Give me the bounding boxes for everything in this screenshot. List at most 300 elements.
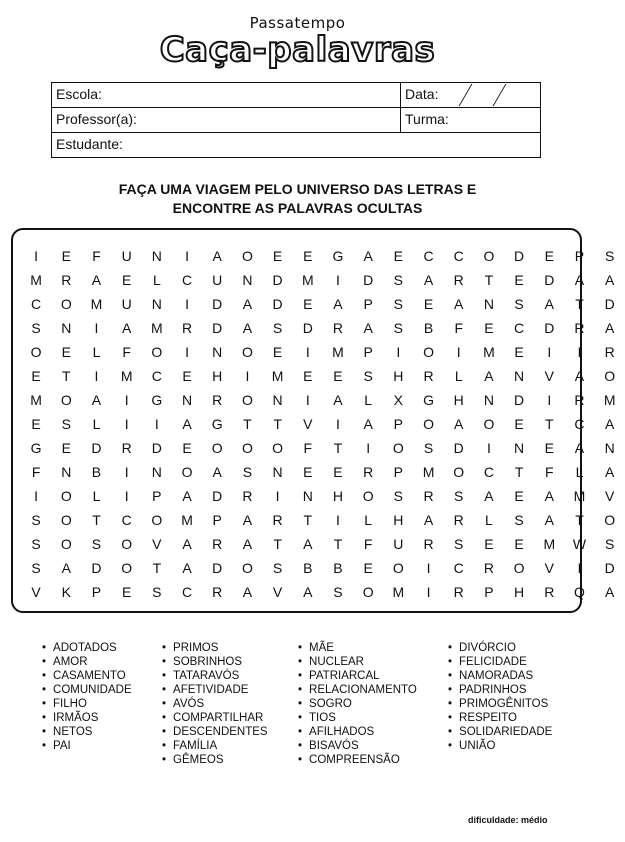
grid-letter[interactable]: B [333, 560, 343, 576]
grid-letter[interactable]: M [271, 368, 284, 384]
grid-letter[interactable]: A [604, 464, 615, 480]
grid-letter[interactable]: V [544, 560, 554, 576]
grid-letter[interactable]: P [91, 584, 102, 600]
grid-letter[interactable]: L [92, 416, 101, 432]
grid-letter[interactable]: P [393, 416, 404, 432]
grid-letter[interactable]: O [362, 584, 374, 600]
grid-letter[interactable]: M [392, 584, 405, 600]
grid-letter[interactable]: D [514, 248, 525, 264]
grid-letter[interactable]: M [301, 272, 314, 288]
grid-letter[interactable]: L [92, 488, 101, 504]
grid-letter[interactable]: D [544, 272, 555, 288]
grid-letter[interactable]: I [305, 392, 310, 408]
grid-letter[interactable]: E [484, 536, 494, 552]
grid-letter[interactable]: O [362, 488, 374, 504]
grid-letter[interactable]: S [31, 536, 41, 552]
grid-letter[interactable]: T [514, 464, 524, 480]
grid-letter[interactable]: E [484, 320, 494, 336]
grid-letter[interactable]: O [121, 536, 133, 552]
grid-letter[interactable]: O [392, 440, 404, 456]
grid-letter[interactable]: P [393, 464, 404, 480]
grid-letter[interactable]: T [484, 272, 494, 288]
grid-letter[interactable]: T [575, 296, 584, 312]
grid-letter[interactable]: E [514, 536, 524, 552]
student-field[interactable] [52, 133, 127, 157]
grid-letter[interactable]: D [212, 488, 223, 504]
grid-letter[interactable]: O [151, 344, 163, 360]
grid-letter[interactable]: E [61, 440, 71, 456]
grid-letter[interactable]: A [544, 488, 554, 504]
grid-letter[interactable]: H [453, 392, 464, 408]
grid-letter[interactable]: T [62, 368, 71, 384]
grid-letter[interactable]: E [514, 416, 524, 432]
grid-letter[interactable]: O [30, 344, 42, 360]
grid-letter[interactable]: L [152, 272, 161, 288]
grid-letter[interactable]: N [272, 392, 283, 408]
grid-letter[interactable]: C [483, 464, 494, 480]
grid-letter[interactable]: S [31, 560, 41, 576]
grid-letter[interactable]: S [423, 440, 434, 456]
grid-letter[interactable]: E [363, 560, 373, 576]
grid-letter[interactable]: A [242, 296, 253, 312]
grid-letter[interactable]: A [121, 320, 132, 336]
grid-letter[interactable]: R [332, 320, 344, 336]
grid-letter[interactable]: C [423, 248, 434, 264]
grid-letter[interactable]: R [212, 392, 223, 408]
grid-letter[interactable]: N [181, 392, 193, 408]
grid-letter[interactable]: H [332, 488, 344, 504]
grid-letter[interactable]: D [272, 296, 283, 312]
grid-letter[interactable]: D [151, 440, 162, 456]
grid-letter[interactable]: C [181, 584, 193, 600]
grid-letter[interactable]: R [544, 584, 555, 600]
grid-letter[interactable]: A [303, 536, 313, 552]
grid-letter[interactable]: E [423, 296, 434, 312]
grid-letter[interactable]: A [484, 488, 494, 504]
grid-letter[interactable]: S [393, 320, 404, 336]
grid-letter[interactable]: O [151, 512, 163, 528]
grid-letter[interactable]: S [393, 488, 404, 504]
grid-letter[interactable]: O [423, 416, 434, 432]
grid-letter[interactable]: S [393, 296, 404, 312]
grid-letter[interactable]: H [393, 368, 404, 384]
grid-letter[interactable]: U [393, 536, 404, 552]
grid-letter[interactable]: O [60, 296, 72, 312]
grid-letter[interactable]: O [60, 512, 72, 528]
grid-letter[interactable]: O [60, 392, 72, 408]
grid-letter[interactable]: O [513, 560, 525, 576]
grid-letter[interactable]: R [121, 440, 132, 456]
grid-letter[interactable]: F [363, 536, 373, 552]
grid-letter[interactable]: I [185, 248, 189, 264]
grid-letter[interactable]: O [121, 560, 133, 576]
grid-letter[interactable]: I [305, 344, 310, 360]
grid-letter[interactable]: B [91, 464, 102, 480]
grid-letter[interactable]: I [456, 344, 461, 360]
grid-letter[interactable]: N [151, 296, 162, 312]
grid-letter[interactable]: D [212, 320, 223, 336]
grid-letter[interactable]: E [61, 344, 71, 360]
grid-letter[interactable]: I [245, 368, 250, 384]
grid-letter[interactable]: R [483, 560, 494, 576]
grid-letter[interactable]: E [121, 272, 132, 288]
grid-letter[interactable]: R [453, 512, 464, 528]
grid-letter[interactable]: S [91, 536, 102, 552]
grid-letter[interactable]: A [91, 392, 102, 408]
grid-letter[interactable]: I [426, 560, 431, 576]
grid-letter[interactable]: S [242, 464, 253, 480]
grid-letter[interactable]: C [121, 512, 132, 528]
grid-letter[interactable]: R [453, 272, 464, 288]
grid-letter[interactable]: I [336, 416, 340, 432]
grid-letter[interactable]: S [454, 488, 464, 504]
grid-letter[interactable]: P [152, 488, 162, 504]
grid-letter[interactable]: A [604, 416, 615, 432]
class-field[interactable] [401, 108, 540, 132]
grid-letter[interactable]: S [152, 584, 162, 600]
grid-letter[interactable]: D [604, 296, 615, 312]
grid-letter[interactable]: D [91, 560, 102, 576]
grid-letter[interactable]: I [154, 416, 159, 432]
grid-letter[interactable]: I [34, 488, 39, 504]
grid-letter[interactable]: T [152, 560, 162, 576]
grid-letter[interactable]: R [212, 584, 223, 600]
grid-letter[interactable]: D [91, 440, 102, 456]
grid-letter[interactable]: S [272, 560, 283, 576]
grid-letter[interactable]: E [303, 248, 313, 264]
grid-letter[interactable]: F [92, 248, 101, 264]
grid-letter[interactable]: L [364, 512, 373, 528]
grid-letter[interactable]: D [604, 560, 615, 576]
grid-letter[interactable]: O [423, 344, 434, 360]
grid-letter[interactable]: O [392, 560, 404, 576]
grid-letter[interactable]: I [336, 512, 340, 528]
grid-letter[interactable]: A [423, 272, 434, 288]
grid-letter[interactable]: E [544, 248, 554, 264]
grid-letter[interactable]: H [212, 368, 223, 384]
grid-letter[interactable]: A [91, 272, 102, 288]
grid-letter[interactable]: O [453, 464, 465, 480]
grid-letter[interactable]: E [514, 272, 524, 288]
grid-letter[interactable]: W [572, 536, 587, 552]
grid-letter[interactable]: I [124, 488, 129, 504]
grid-letter[interactable]: G [211, 416, 223, 432]
grid-letter[interactable]: A [574, 440, 585, 456]
grid-letter[interactable]: R [181, 320, 193, 336]
grid-letter[interactable]: N [302, 488, 313, 504]
grid-letter[interactable]: A [544, 512, 554, 528]
grid-letter[interactable]: R [363, 464, 374, 480]
grid-letter[interactable]: O [241, 248, 253, 264]
grid-letter[interactable]: E [303, 296, 313, 312]
grid-letter[interactable]: A [363, 416, 373, 432]
grid-letter[interactable]: C [151, 368, 162, 384]
grid-letter[interactable]: E [272, 248, 283, 264]
grid-letter[interactable]: D [514, 392, 525, 408]
grid-letter[interactable]: X [393, 392, 404, 408]
grid-letter[interactable]: I [185, 344, 189, 360]
grid-letter[interactable]: A [212, 464, 222, 480]
grid-letter[interactable]: D [212, 560, 223, 576]
grid-letter[interactable]: T [273, 416, 282, 432]
grid-letter[interactable]: D [272, 272, 283, 288]
grid-letter[interactable]: A [242, 536, 253, 552]
grid-letter[interactable]: N [61, 464, 72, 480]
grid-letter[interactable]: I [124, 464, 129, 480]
grid-letter[interactable]: E [393, 248, 404, 264]
grid-letter[interactable]: I [94, 368, 99, 384]
grid-letter[interactable]: F [31, 464, 41, 480]
grid-letter[interactable]: O [60, 488, 72, 504]
grid-letter[interactable]: S [514, 296, 524, 312]
grid-letter[interactable]: I [336, 272, 340, 288]
grid-letter[interactable]: E [303, 368, 313, 384]
grid-letter[interactable]: U [121, 296, 132, 312]
grid-letter[interactable]: H [514, 584, 525, 600]
grid-letter[interactable]: E [121, 584, 132, 600]
grid-letter[interactable]: N [212, 344, 223, 360]
grid-letter[interactable]: S [604, 248, 615, 264]
grid-letter[interactable]: M [603, 392, 616, 408]
grid-letter[interactable]: I [547, 344, 552, 360]
grid-letter[interactable]: E [333, 464, 343, 480]
grid-letter[interactable]: A [454, 296, 464, 312]
grid-letter[interactable]: A [242, 320, 253, 336]
grid-letter[interactable]: O [483, 248, 495, 264]
grid-letter[interactable]: F [122, 344, 131, 360]
grid-letter[interactable]: A [242, 512, 253, 528]
grid-letter[interactable]: C [31, 296, 42, 312]
grid-letter[interactable]: A [182, 416, 192, 432]
grid-letter[interactable]: N [514, 440, 525, 456]
grid-letter[interactable]: B [423, 320, 434, 336]
grid-letter[interactable]: S [454, 536, 464, 552]
grid-letter[interactable]: S [61, 416, 71, 432]
grid-letter[interactable]: M [30, 392, 42, 408]
grid-letter[interactable]: N [483, 392, 494, 408]
grid-letter[interactable]: O [241, 344, 253, 360]
grid-letter[interactable]: A [604, 584, 615, 600]
grid-letter[interactable]: R [423, 488, 434, 504]
grid-letter[interactable]: L [454, 368, 463, 384]
grid-letter[interactable]: O [483, 416, 495, 432]
grid-letter[interactable]: M [422, 464, 435, 480]
grid-letter[interactable]: R [574, 392, 585, 408]
grid-letter[interactable]: U [121, 248, 132, 264]
grid-letter[interactable]: I [366, 440, 371, 456]
grid-letter[interactable]: F [545, 464, 554, 480]
grid-letter[interactable]: E [182, 368, 192, 384]
grid-letter[interactable]: V [152, 536, 162, 552]
grid-letter[interactable]: A [242, 584, 253, 600]
grid-letter[interactable]: I [486, 440, 491, 456]
grid-letter[interactable]: Q [574, 584, 585, 600]
grid-letter[interactable]: C [574, 416, 585, 432]
grid-letter[interactable]: E [333, 368, 343, 384]
grid-letter[interactable]: A [333, 392, 343, 408]
grid-letter[interactable]: I [34, 248, 39, 264]
grid-letter[interactable]: M [332, 344, 344, 360]
grid-letter[interactable]: A [182, 536, 192, 552]
grid-letter[interactable]: R [272, 512, 283, 528]
grid-letter[interactable]: A [182, 560, 192, 576]
grid-letter[interactable]: D [302, 320, 313, 336]
grid-letter[interactable]: G [332, 248, 344, 264]
grid-letter[interactable]: M [120, 368, 133, 384]
grid-letter[interactable]: T [575, 512, 584, 528]
grid-letter[interactable]: E [61, 248, 71, 264]
grid-letter[interactable]: D [453, 440, 464, 456]
grid-letter[interactable]: R [423, 368, 434, 384]
grid-letter[interactable]: I [94, 320, 99, 336]
grid-letter[interactable]: P [574, 248, 585, 264]
grid-letter[interactable]: D [363, 272, 374, 288]
grid-letter[interactable]: I [547, 392, 552, 408]
grid-letter[interactable]: I [426, 584, 431, 600]
grid-letter[interactable]: I [577, 344, 582, 360]
grid-letter[interactable]: M [543, 536, 556, 552]
grid-letter[interactable]: P [484, 584, 494, 600]
grid-letter[interactable]: E [182, 440, 192, 456]
grid-letter[interactable]: A [363, 320, 373, 336]
grid-letter[interactable]: A [423, 512, 434, 528]
grid-letter[interactable]: D [212, 296, 223, 312]
grid-letter[interactable]: E [514, 344, 524, 360]
grid-letter[interactable]: G [151, 392, 163, 408]
grid-letter[interactable]: T [545, 416, 554, 432]
grid-letter[interactable]: T [303, 512, 313, 528]
grid-letter[interactable]: A [303, 584, 313, 600]
grid-letter[interactable]: O [60, 536, 72, 552]
grid-letter[interactable]: A [604, 272, 615, 288]
grid-letter[interactable]: A [544, 296, 554, 312]
grid-letter[interactable]: S [31, 320, 41, 336]
grid-letter[interactable]: O [241, 392, 253, 408]
school-field[interactable] [52, 83, 401, 107]
grid-letter[interactable]: E [544, 440, 554, 456]
grid-letter[interactable]: N [483, 296, 494, 312]
grid-letter[interactable]: N [151, 248, 162, 264]
grid-letter[interactable]: A [61, 560, 71, 576]
grid-letter[interactable]: S [393, 272, 404, 288]
grid-letter[interactable]: L [92, 344, 101, 360]
grid-letter[interactable]: I [396, 344, 401, 360]
grid-letter[interactable]: T [333, 536, 343, 552]
grid-letter[interactable]: K [61, 584, 71, 600]
grid-letter[interactable]: R [61, 272, 72, 288]
grid-letter[interactable]: T [273, 536, 282, 552]
grid-letter[interactable]: T [333, 440, 343, 456]
grid-letter[interactable]: L [364, 392, 373, 408]
grid-letter[interactable]: O [604, 512, 616, 528]
grid-letter[interactable]: M [151, 320, 163, 336]
grid-letter[interactable]: O [211, 440, 223, 456]
grid-letter[interactable]: S [272, 320, 283, 336]
grid-letter[interactable]: S [31, 512, 41, 528]
grid-letter[interactable]: S [363, 368, 373, 384]
grid-letter[interactable]: E [303, 464, 313, 480]
grid-letter[interactable]: A [574, 272, 585, 288]
grid-letter[interactable]: C [181, 272, 193, 288]
grid-letter[interactable]: M [483, 344, 495, 360]
grid-letter[interactable]: R [453, 584, 464, 600]
grid-letter[interactable]: M [30, 272, 42, 288]
grid-letter[interactable]: P [363, 296, 373, 312]
grid-letter[interactable]: L [485, 512, 493, 528]
grid-letter[interactable]: E [31, 416, 41, 432]
grid-letter[interactable]: T [243, 416, 252, 432]
grid-letter[interactable]: S [333, 584, 343, 600]
grid-letter[interactable]: V [303, 416, 313, 432]
grid-letter[interactable]: T [92, 512, 101, 528]
grid-letter[interactable]: A [574, 368, 585, 384]
grid-letter[interactable]: S [514, 512, 524, 528]
grid-letter[interactable]: A [333, 296, 343, 312]
grid-letter[interactable]: N [151, 464, 162, 480]
grid-letter[interactable]: V [604, 488, 615, 504]
grid-letter[interactable]: R [604, 344, 615, 360]
grid-letter[interactable]: V [544, 368, 554, 384]
grid-letter[interactable]: M [181, 512, 193, 528]
grid-letter[interactable]: D [544, 320, 555, 336]
grid-letter[interactable]: N [61, 320, 72, 336]
grid-letter[interactable]: M [573, 488, 586, 504]
grid-letter[interactable]: N [242, 272, 253, 288]
grid-letter[interactable]: M [90, 296, 103, 312]
grid-letter[interactable]: I [275, 488, 280, 504]
grid-letter[interactable]: N [604, 440, 615, 456]
grid-letter[interactable]: U [212, 272, 223, 288]
date-field[interactable] [401, 83, 540, 107]
grid-letter[interactable]: E [514, 488, 524, 504]
grid-letter[interactable]: A [454, 416, 464, 432]
grid-letter[interactable]: F [303, 440, 313, 456]
grid-letter[interactable]: O [241, 560, 253, 576]
grid-letter[interactable]: C [453, 248, 464, 264]
grid-letter[interactable]: C [453, 560, 464, 576]
grid-letter[interactable]: A [182, 488, 192, 504]
grid-letter[interactable]: C [514, 320, 525, 336]
grid-letter[interactable]: O [181, 464, 193, 480]
grid-letter[interactable]: V [31, 584, 41, 600]
grid-letter[interactable]: R [423, 536, 434, 552]
grid-letter[interactable]: I [577, 560, 582, 576]
grid-letter[interactable]: R [574, 320, 585, 336]
grid-letter[interactable]: I [185, 296, 189, 312]
grid-letter[interactable]: R [242, 488, 253, 504]
grid-letter[interactable]: V [272, 584, 283, 600]
grid-letter[interactable]: P [363, 344, 373, 360]
grid-letter[interactable]: H [393, 512, 404, 528]
grid-letter[interactable]: I [124, 392, 129, 408]
grid-letter[interactable]: L [575, 464, 584, 480]
grid-letter[interactable]: R [212, 536, 223, 552]
grid-letter[interactable]: A [363, 248, 373, 264]
grid-letter[interactable]: I [124, 416, 129, 432]
grid-letter[interactable]: O [241, 440, 253, 456]
grid-letter[interactable]: E [31, 368, 41, 384]
grid-letter[interactable]: G [423, 392, 434, 408]
grid-letter[interactable]: S [604, 536, 615, 552]
grid-letter[interactable]: F [454, 320, 463, 336]
grid-letter[interactable]: A [484, 368, 494, 384]
teacher-field[interactable] [52, 108, 401, 132]
grid-letter[interactable]: P [212, 512, 222, 528]
grid-letter[interactable]: A [604, 320, 615, 336]
grid-letter[interactable]: G [30, 440, 42, 456]
grid-letter[interactable]: O [604, 368, 616, 384]
grid-letter[interactable]: E [272, 344, 283, 360]
